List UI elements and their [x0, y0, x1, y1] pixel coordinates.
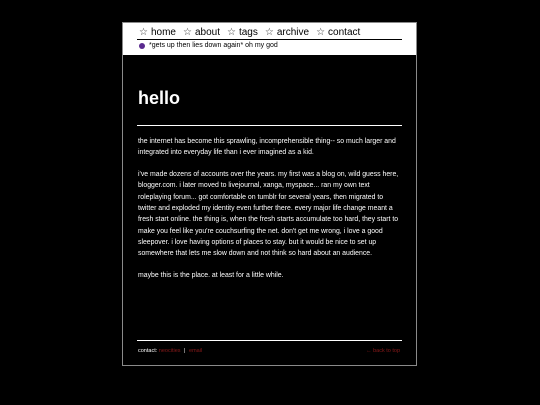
header-bar — [123, 23, 416, 55]
star-icon: ☆ — [226, 27, 236, 38]
post-paragraph: the internet has become this sprawling, incomprehensible thing-- so much larger and integrated into everyday life than i ever imagined as a kid. — [138, 138, 396, 157]
post-paragraph: i've made dozens of accounts over the years. my first was a blog on, wild guess here, blogger.com. i later moved to livejournal, xanga, myspace... ran my own text roleplaying forum... got comfortable on tumblr for several years, then migrated to twitter and exploded my identity even further there. every major life change meant a fresh start online. the thing is, when the fresh starts accumulate too hard, they start to make you feel like you're couchsurfing the net. don't get me wrong, i love a good sleepover. i love having options of places to stay. but it would be nice to set up somewhere that lets me slow down and not think so hard about an audience. — [138, 171, 399, 258]
star-icon: ☆ — [316, 27, 326, 38]
nav-item-contact[interactable] — [316, 27, 360, 38]
status-dot-icon — [139, 43, 145, 49]
nav-item-label: contact — [328, 27, 361, 38]
nav-item-archive[interactable] — [265, 27, 309, 38]
status-line — [139, 42, 278, 49]
neocities-link[interactable]: neocities — [158, 348, 181, 354]
nav-item-about[interactable] — [183, 27, 220, 38]
nav-item-label: about — [194, 27, 220, 38]
nav-item-home[interactable] — [139, 27, 176, 38]
nav-item-label: archive — [276, 27, 310, 38]
star-icon: ☆ — [264, 27, 274, 38]
nav-divider — [137, 39, 402, 40]
footer-divider — [137, 340, 402, 341]
status-text: *gets up then lies down again* oh my god — [149, 42, 278, 49]
email-link[interactable]: email — [189, 348, 203, 354]
nav-item-tags[interactable] — [227, 27, 258, 38]
contact-links — [138, 348, 202, 354]
nav-item-label: tags — [238, 27, 258, 38]
page-frame — [122, 22, 417, 366]
contact-label: contact: — [138, 348, 158, 354]
footer — [138, 348, 400, 354]
post-body — [138, 136, 400, 292]
link-separator: | — [184, 348, 186, 354]
post-title: hello — [138, 88, 181, 108]
post-paragraph: maybe this is the place. at least for a little while. — [138, 271, 284, 279]
title-divider — [137, 125, 402, 126]
star-icon: ☆ — [182, 27, 192, 38]
main-nav — [139, 27, 402, 38]
back-to-top-link[interactable]: ← back to top — [366, 348, 400, 354]
star-icon: ☆ — [139, 27, 148, 38]
nav-item-label: home — [150, 27, 176, 38]
